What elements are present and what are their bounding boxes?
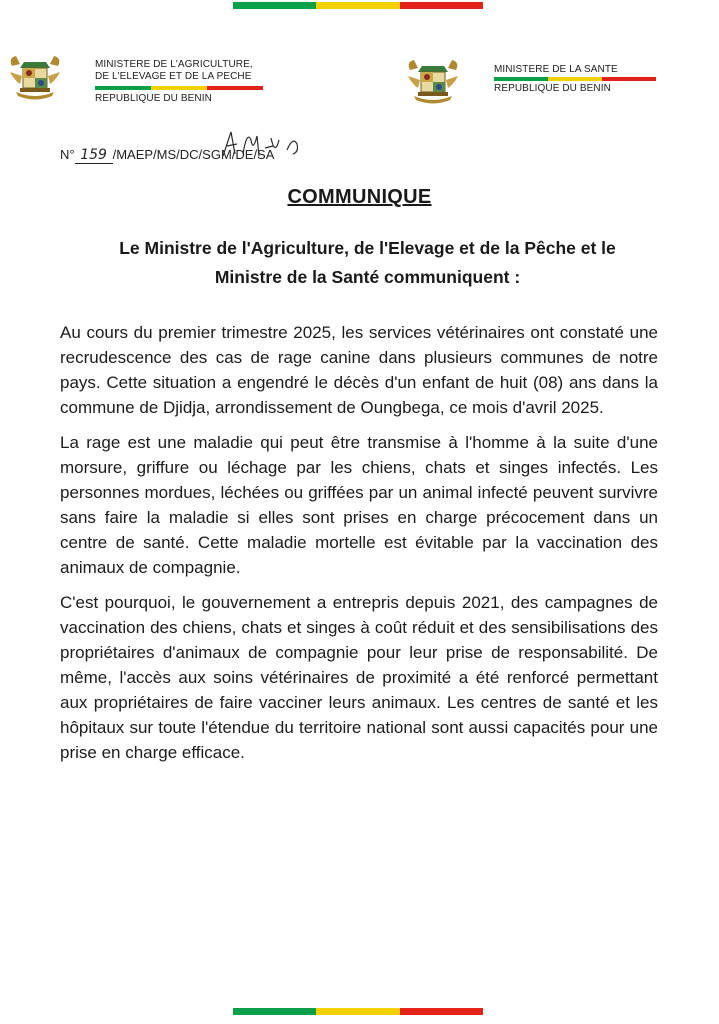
- subtitle-line1: Le Ministre de l'Agriculture, de l'Elevage et de la Pêche et le: [119, 238, 616, 258]
- subtitle-line2: Ministre de la Santé communiquent :: [214, 267, 521, 287]
- left-flag-stripe: [95, 86, 263, 90]
- reference-prefix: N°: [60, 147, 75, 162]
- flag-stripe-bottom: [233, 1008, 483, 1015]
- handwritten-initials: [213, 126, 313, 166]
- communique-body: [60, 320, 658, 775]
- left-ministry-line1: MINISTERE DE L'AGRICULTURE,: [95, 59, 253, 70]
- right-flag-stripe: [494, 77, 656, 81]
- right-ministry-name: MINISTERE DE LA SANTE: [494, 64, 618, 75]
- reference-handwritten-number: 159: [75, 147, 113, 164]
- right-republic-label: REPUBLIQUE DU BENIN: [494, 83, 611, 94]
- paragraph-3: C'est pourquoi, le gouvernement a entrepris depuis 2021, des campagnes de vaccination des chiens, chats et singes à coût réduit et des sensibilisations des propriétaires d'animaux de compagnie pour leur prise de responsabilité. De même, l'accès aux soins vétérinaires de proximité a été renforcé permettant aux propriétaires de faire vacciner leurs animaux. Les centres de santé et les hôpitaux sur toute l'étendue du territoire national sont aussi capacités pour une prise en charge efficace.: [60, 593, 658, 762]
- left-ministry-name: [95, 59, 253, 83]
- benin-coat-of-arms-icon: [404, 56, 462, 108]
- paragraph-2: La rage est une maladie qui peut être transmise à l'homme à la suite d'une morsure, griffure ou léchage par les chiens, chats et singes infectés. Les personnes mordues, léchées ou griffées par un animal infecté peuvent survivre sans faire la maladie si elles sont prises en charge précocement dans un centre de santé. Cette maladie mortelle est évitable par la vaccination des animaux de compagnie.: [60, 433, 658, 577]
- communique-subtitle: [60, 234, 675, 292]
- paragraph-1: Au cours du premier trimestre 2025, les services vétérinaires ont constaté une recrudescence des cas de rage canine dans plusieurs communes de notre pays. Cette situation a engendré le décès d'un enfant de huit (08) ans dans la commune de Djidja, arrondissement de Oungbega, ce mois d'avril 2025.: [60, 323, 658, 417]
- benin-coat-of-arms-icon: [6, 52, 64, 104]
- left-republic-label: REPUBLIQUE DU BENIN: [95, 93, 212, 104]
- left-ministry-line2: DE L'ELEVAGE ET DE LA PECHE: [95, 71, 252, 82]
- flag-stripe-top: [233, 2, 483, 9]
- page-title: COMMUNIQUE: [287, 186, 432, 208]
- reference-suffix: /MAEP/MS/DC/SGM/DE/SA: [112, 147, 275, 162]
